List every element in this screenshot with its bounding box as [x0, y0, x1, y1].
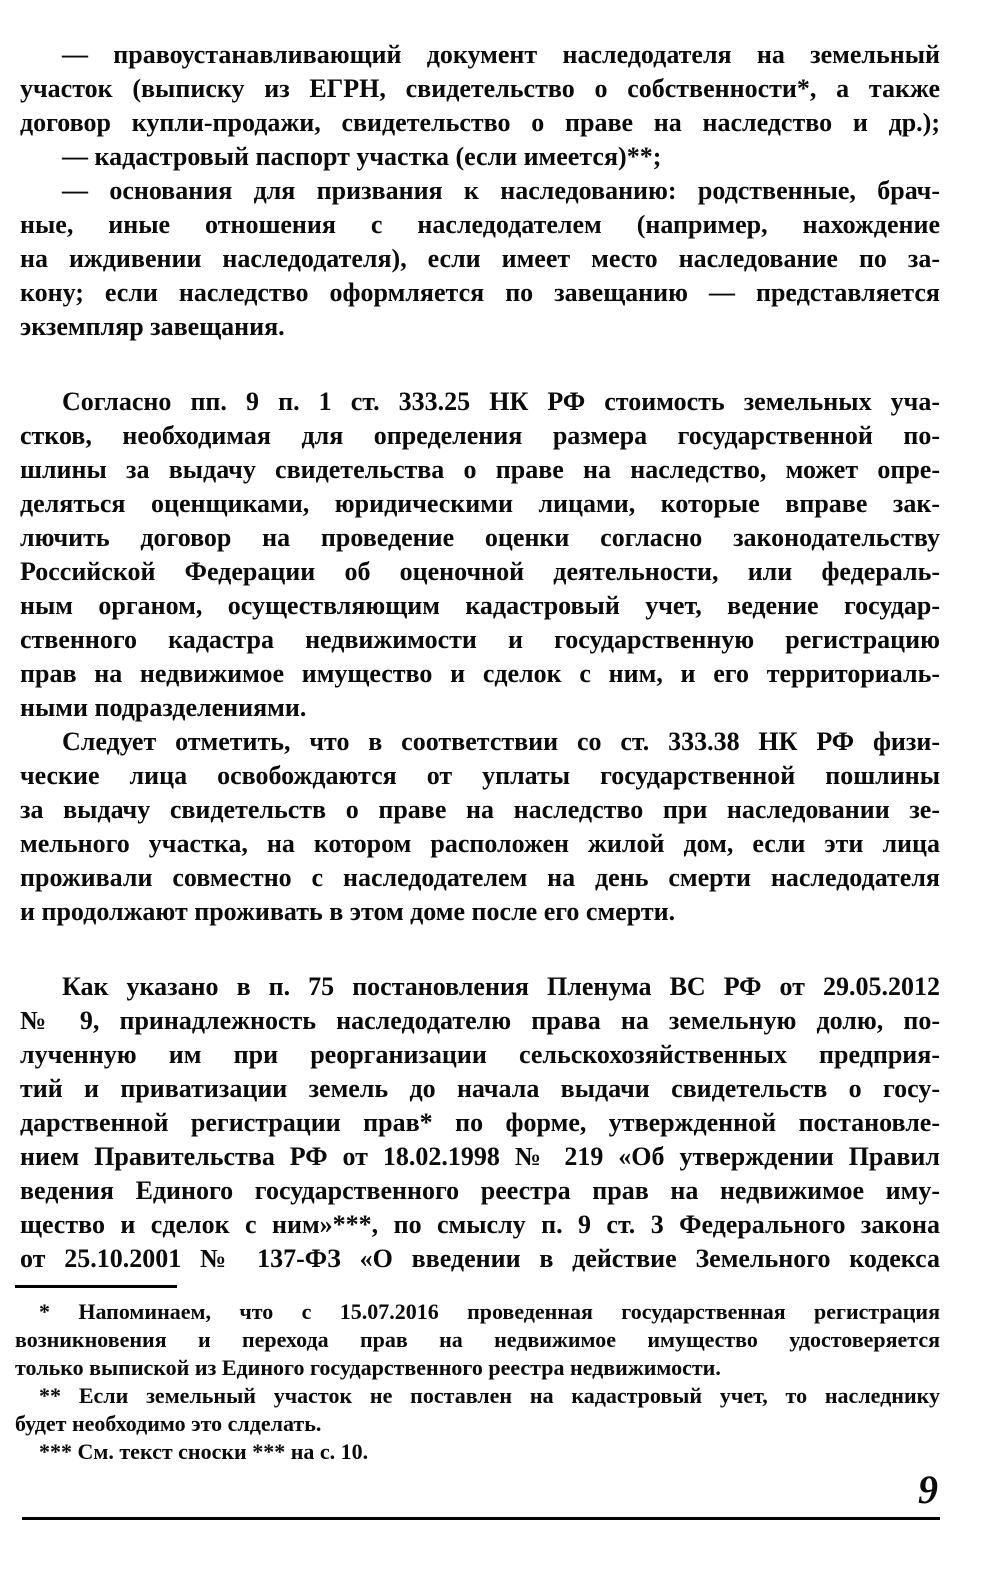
- text-line: лючить договор на проведение оценки согласно законодательству: [20, 523, 940, 552]
- text-line: Следует отметить, что в соответствии со ст. 333.38 НК РФ физи-: [62, 727, 940, 756]
- footer-rule: [22, 1517, 940, 1520]
- list-item-cadastral-passport: [20, 140, 940, 174]
- text-line: мельного участка, на котором расположен жилой дом, если эти лица: [20, 829, 940, 858]
- paragraph-nk-rf-333-38: [20, 725, 940, 929]
- text-line: шлины за выдачу свидетельства о праве на наследство, может опре-: [20, 455, 940, 484]
- text-line: Российской Федерации об оценочной деятельности, или федераль-: [20, 557, 940, 586]
- footnote-separator-rule: [15, 1285, 177, 1288]
- text-line: Как указано в п. 75 постановления Пленума ВС РФ от 29.05.2012: [62, 972, 940, 1001]
- text-line: на иждивении наследодателя), если имеет место наследование по за-: [20, 244, 940, 273]
- text-line: нием Правительства РФ от 18.02.1998 № 219 «Об утверждении Правил: [20, 1142, 940, 1171]
- list-item-grounds-for-inheritance: [20, 174, 940, 344]
- text-line: № 9, принадлежность наследодателю права на земельную долю, по-: [20, 1006, 940, 1035]
- text-line: проживали совместно с наследодателем на день смерти наследодателя: [20, 863, 940, 892]
- text-line: деляться оценщиками, юридическими лицами, которые вправе зак-: [20, 489, 940, 518]
- text-line: кону; если наследство оформляется по завещанию — представляется: [20, 278, 940, 307]
- list-item-title-document: [20, 38, 940, 140]
- text-line: договор купли-продажи, свидетельство о праве на наследство и др.);: [20, 108, 940, 137]
- text-line: * Напоминаем, что с 15.07.2016 проведенная государственная регистрация: [39, 1299, 940, 1324]
- footnotes-section: [15, 1285, 940, 1466]
- text-line: ные, иные отношения с наследодателем (например, нахождение: [20, 210, 940, 239]
- paragraph-nk-rf-333-25: [20, 385, 940, 725]
- text-line: ным органом, осуществляющим кадастровый учет, ведение государ-: [20, 591, 940, 620]
- text-line: стков, необходимая для определения размера государственной по-: [20, 421, 940, 450]
- text-line: от 25.10.2001 № 137-ФЗ «О введении в действие Земельного кодекса: [20, 1244, 940, 1273]
- text-line: ** Если земельный участок не поставлен на кадастровый учет, то наследнику: [39, 1383, 940, 1408]
- paragraph-plenum-vs-rf: [20, 970, 940, 1276]
- text-line: возникновения и перехода прав на недвижимое имущество удостоверяется: [15, 1327, 940, 1352]
- footnote-two-stars: [15, 1382, 940, 1438]
- text-line: — основания для призвания к наследованию: родственные, брач-: [62, 176, 940, 205]
- text-line: ческие лица освобождаются от уплаты государственной пошлины: [20, 761, 940, 790]
- text-line: будет необходимо это слделать.: [15, 1411, 322, 1436]
- text-line: Согласно пп. 9 п. 1 ст. 333.25 НК РФ стоимость земельных уча-: [62, 387, 940, 416]
- text-line: тий и приватизации земель до начала выдачи свидетельств о госу-: [20, 1074, 940, 1103]
- text-line: участок (выписку из ЕГРН, свидетельство о собственности*, а также: [20, 74, 940, 103]
- text-line: ведения Единого государственного реестра прав на недвижимое иму-: [20, 1176, 940, 1205]
- footnotes-text: [15, 1298, 940, 1466]
- text-line: экземпляр завещания.: [20, 312, 285, 341]
- text-line: за выдачу свидетельств о праве на наследство при наследовании зе-: [20, 795, 940, 824]
- text-line: лученную им при реорганизации сельскохозяйственных предприя-: [20, 1040, 940, 1069]
- text-line: ными подразделениями.: [20, 693, 307, 722]
- footnote-one-star: [15, 1298, 940, 1382]
- text-line: — правоустанавливающий документ наследодателя на земельный: [62, 40, 940, 69]
- text-line: — кадастровый паспорт участка (если имеется)**;: [62, 142, 662, 171]
- text-line: *** См. текст сноски *** на с. 10.: [39, 1439, 369, 1464]
- text-line: прав на недвижимое имущество и сделок с ним, и его территориаль-: [20, 659, 940, 688]
- page-number: 9: [918, 1467, 938, 1512]
- text-line: только выпиской из Единого государственного реестра недвижимости.: [15, 1355, 721, 1380]
- text-line: ственного кадастра недвижимости и государственную регистрацию: [20, 625, 940, 654]
- footnote-three-stars: [15, 1438, 940, 1466]
- text-line: дарственной регистрации прав* по форме, утвержденной постановле-: [20, 1108, 940, 1137]
- text-line: щество и сделок с ним»***, по смыслу п. 9 ст. 3 Федерального закона: [20, 1210, 940, 1239]
- text-line: и продолжают проживать в этом доме после его смерти.: [20, 897, 676, 926]
